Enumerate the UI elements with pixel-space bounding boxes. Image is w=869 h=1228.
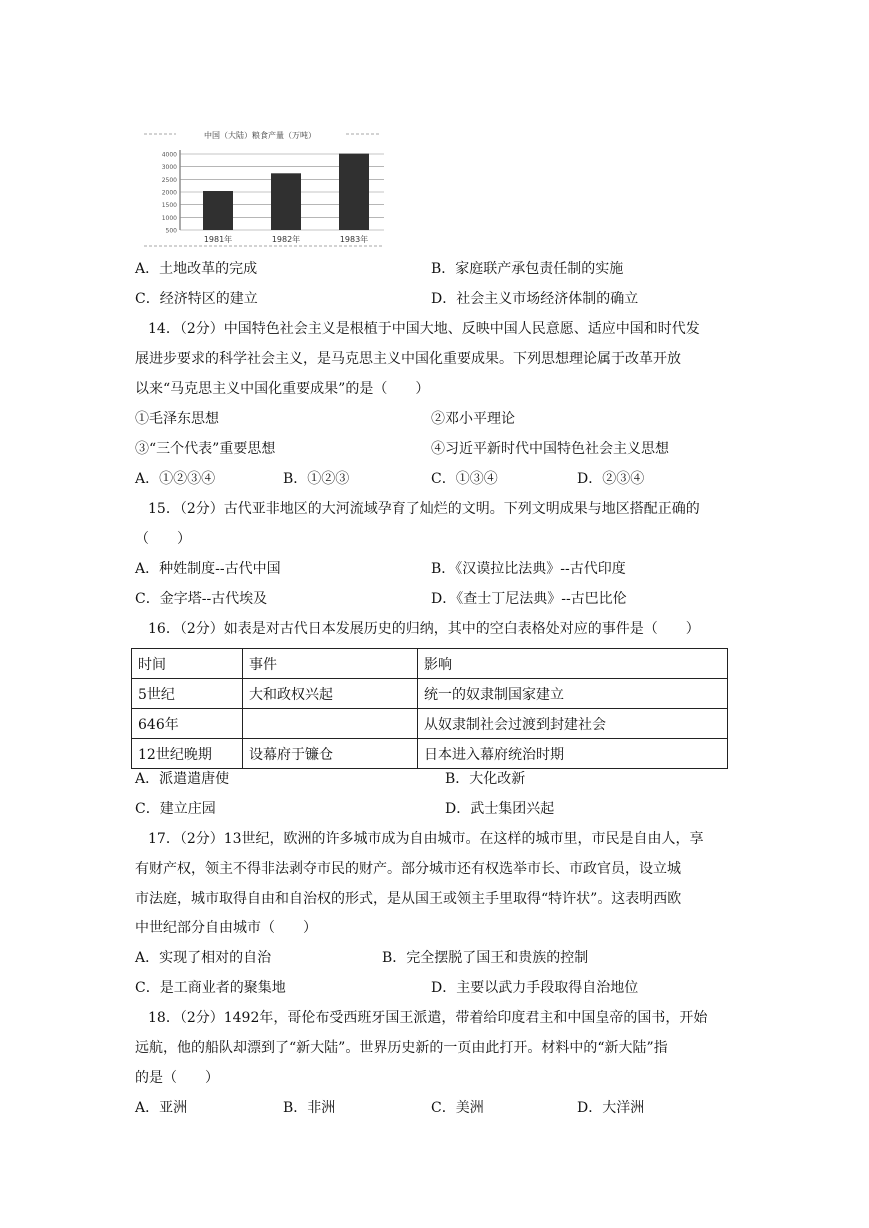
grain-output-bar-chart (140, 126, 386, 248)
q15-stem-line: 15．（2分）古代亚非地区的大河流域孕育了灿烂的文明。下列文明成果与地区搭配正确的 (148, 501, 700, 517)
q18-option-c[interactable]: C．美洲 (431, 1100, 484, 1116)
x-tick-label: 1981年 (203, 235, 233, 244)
q17-option-b[interactable]: B．完全摆脱了国王和贵族的控制 (382, 950, 589, 966)
q14-option-c[interactable]: C．①③④ (431, 471, 498, 487)
q15-option-b[interactable]: B．《汉谟拉比法典》--古代印度 (431, 561, 626, 577)
y-tick-label: 500 (165, 227, 177, 235)
y-tick-label: 2000 (161, 189, 177, 197)
q16-option-a[interactable]: A．派遣遣唐使 (135, 771, 230, 787)
q13-option-c[interactable]: C．经济特区的建立 (135, 291, 258, 307)
table-cell: 5世纪 (132, 679, 243, 709)
q14-stem-line: 以来“马克思主义中国化重要成果”的是（ ） (135, 381, 430, 397)
table-cell: 大和政权兴起 (243, 679, 418, 709)
q14-item-1: ①毛泽东思想 (135, 411, 219, 427)
table-cell: 日本进入幕府统治时期 (418, 739, 728, 769)
table-cell: 12世纪晚期 (132, 739, 243, 769)
q13-option-a[interactable]: A．土地改革的完成 (135, 261, 258, 277)
q14-stem-line: 14．（2分）中国特色社会主义是根植于中国大地、反映中国人民意愿、适应中国和时代发 (148, 321, 700, 337)
q15-option-a[interactable]: A．种姓制度--古代中国 (135, 561, 281, 577)
q18-stem-line: 远航，他的船队却漂到了“新大陆”。世界历史新的一页由此打开。材料中的“新大陆”指 (135, 1040, 668, 1056)
q14-item-4: ④习近平新时代中国特色社会主义思想 (431, 441, 669, 457)
x-tick-label: 1982年 (271, 235, 301, 244)
q13-option-d[interactable]: D．社会主义市场经济体制的确立 (431, 291, 639, 307)
q17-stem-line: 市法庭，城市取得自由和自治权的形式，是从国王或领主手里取得“特许状”。这表明西欧 (135, 891, 682, 907)
y-tick-label: 1500 (161, 202, 177, 210)
q17-option-d[interactable]: D．主要以武力手段取得自治地位 (431, 980, 639, 996)
q14-option-d[interactable]: D．②③④ (577, 471, 645, 487)
table-cell: 从奴隶制社会过渡到封建社会 (418, 709, 728, 739)
table-row (132, 709, 728, 739)
q17-stem-line: 有财产权，领主不得非法剥夺市民的财产。部分城市还有权选举市长、市政官员，设立城 (135, 861, 681, 877)
table-row (132, 739, 728, 769)
table-row (132, 679, 728, 709)
y-tick-label: 1000 (161, 214, 177, 222)
table-cell: 646年 (132, 709, 243, 739)
q15-stem-line: （ ） (135, 531, 191, 547)
q16-option-b[interactable]: B．大化改新 (445, 771, 526, 787)
x-tick-label: 1983年 (339, 235, 369, 244)
y-tick-label: 2500 (161, 176, 177, 184)
q17-stem-line: 中世纪部分自由城市（ ） (135, 920, 317, 936)
q17-option-c[interactable]: C．是工商业者的聚集地 (135, 980, 286, 996)
y-tick-label: 4000 (161, 151, 177, 159)
q14-item-3: ③“三个代表”重要思想 (135, 441, 276, 457)
table-header-cell: 事件 (243, 649, 418, 679)
q15-option-c[interactable]: C．金字塔--古代埃及 (135, 591, 268, 607)
bar (203, 191, 233, 230)
bar (339, 154, 369, 230)
q14-option-b[interactable]: B．①②③ (283, 471, 350, 487)
q14-stem-line: 展进步要求的科学社会主义，是马克思主义中国化重要成果。下列思想理论属于改革开放 (135, 351, 681, 367)
q18-option-a[interactable]: A．亚洲 (135, 1100, 188, 1116)
table-cell: 统一的奴隶制国家建立 (418, 679, 728, 709)
y-tick-label: 3000 (161, 164, 177, 172)
q18-stem-line: 的是（ ） (135, 1070, 219, 1086)
table-header-cell: 时间 (132, 649, 243, 679)
blank-cell (243, 709, 418, 739)
q17-option-a[interactable]: A．实现了相对的自治 (135, 950, 272, 966)
q16-stem-line: 16．（2分）如表是对古代日本发展历史的归纳，其中的空白表格处对应的事件是（ ） (148, 621, 700, 637)
q14-option-a[interactable]: A．①②③④ (135, 471, 216, 487)
q18-stem-line: 18．（2分）1492年，哥伦布受西班牙国王派遣，带着给印度君主和中国皇帝的国书，开始 (148, 1010, 708, 1026)
q15-option-d[interactable]: D．《查士丁尼法典》--古巴比伦 (431, 591, 627, 607)
q16-option-c[interactable]: C．建立庄园 (135, 801, 216, 817)
table-header-cell: 影响 (418, 649, 728, 679)
table-header-row (132, 649, 728, 679)
bar (271, 173, 301, 230)
q18-option-b[interactable]: B．非洲 (283, 1100, 336, 1116)
q18-option-d[interactable]: D．大洋洲 (577, 1100, 645, 1116)
q13-option-b[interactable]: B．家庭联产承包责任制的实施 (431, 261, 624, 277)
q16-option-d[interactable]: D．武士集团兴起 (445, 801, 555, 817)
chart-title: 中国（大陆）粮食产量（万吨） (204, 131, 316, 140)
q17-stem-line: 17．（2分）13世纪，欧洲的许多城市成为自由城市。在这样的城市里，市民是自由人，享 (148, 831, 704, 847)
q14-item-2: ②邓小平理论 (431, 411, 515, 427)
japan-history-table (131, 648, 728, 769)
table-cell: 设幕府于镰仓 (243, 739, 418, 769)
